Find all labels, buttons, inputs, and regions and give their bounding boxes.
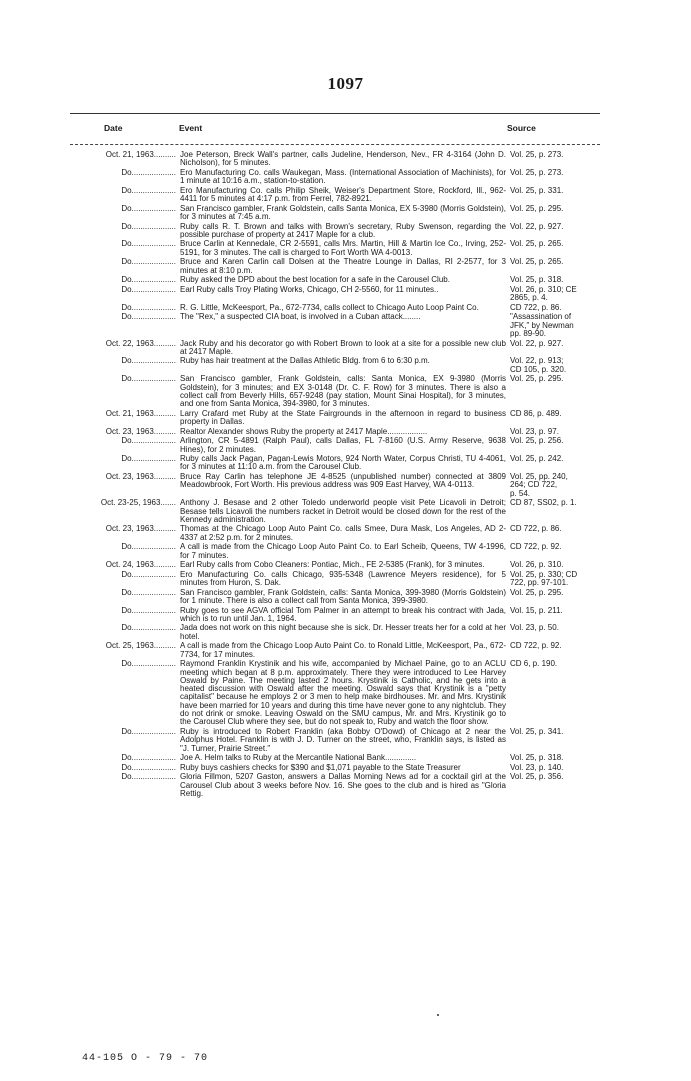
row-source: Vol. 25, p. 242.	[510, 454, 564, 464]
row-margin	[0, 169, 70, 186]
row-event: Anthony J. Besase and 2 other Toledo underworld people visit Pete Licavoli in Detroit; Besase tells Licavoli the numbers racket in Detroit would be closed down for the rest of the Kennedy administration.	[180, 498, 506, 524]
row-event: Arlington, CR 5-4891 (Ralph Paul), calls Dallas, FL 7-8160 (U.S. Army Reserve, 9638 Hines), for 2 minutes.	[180, 436, 506, 454]
row-margin	[0, 340, 70, 357]
row-margin	[0, 607, 70, 624]
row-margin	[0, 561, 70, 569]
row-margin	[0, 571, 70, 588]
row-event: Jack Ruby and his decorator go with Robert Brown to look at a site for a possible new club at 2417 Maple.	[180, 338, 506, 356]
row-margin	[0, 473, 70, 498]
footer-code: 44-105 O - 79 - 70	[82, 1053, 209, 1064]
row-margin	[0, 764, 70, 772]
row-source: Vol. 25, p. 318.	[510, 753, 564, 763]
page-number: 1097	[327, 74, 364, 93]
column-header-date: Date	[104, 123, 123, 133]
row-date: Oct. 24, 1963..........	[105, 561, 176, 570]
row-source: Vol. 25, p. 356.	[510, 772, 564, 782]
row-margin	[0, 642, 70, 659]
row-source: Vol. 25, p. 265.	[510, 239, 564, 249]
row-margin	[0, 240, 70, 257]
row-date: Do....................	[121, 276, 176, 285]
row-source: CD 722, p. 86.	[510, 302, 562, 312]
table-row	[0, 660, 691, 726]
row-margin	[0, 543, 70, 560]
header-top-rule	[70, 113, 600, 114]
row-date: Oct. 21, 1963..........	[105, 151, 176, 159]
table-row	[0, 764, 691, 772]
row-margin	[0, 313, 70, 338]
row-event: Larry Crafard met Ruby at the State Fairgrounds in the afternoon in regard to business property in Dallas.	[180, 408, 506, 427]
table-row	[0, 304, 691, 312]
table-row	[0, 473, 691, 498]
row-event: Earl Ruby calls Troy Plating Works, Chicago, CH 2-5560, for 11 minutes..	[180, 284, 439, 294]
row-source: Vol. 22, p. 927.	[510, 221, 564, 231]
table-row	[0, 642, 691, 659]
row-margin	[0, 773, 70, 798]
row-event: Ruby asked the DPD about the best location for a safe in the Carousel Club.	[180, 275, 450, 285]
header-bottom-rule	[70, 144, 600, 145]
row-margin	[0, 187, 70, 204]
row-margin	[0, 205, 70, 222]
row-source: Vol. 22, p. 927.	[510, 338, 564, 348]
table-row	[0, 428, 691, 436]
row-margin	[0, 410, 70, 427]
row-date: Do....................	[121, 773, 176, 782]
row-event: A call is made from the Chicago Loop Auto Paint Co. to Ronald Little, McKeesport, Pa., 672-7734, for 17 minutes.	[180, 641, 506, 659]
row-event: Ruby goes to see AGVA official Tom Palmer in an attempt to break his contract with Jada, which is to run until Jan. 1, 1964.	[180, 605, 506, 623]
row-margin	[0, 151, 70, 168]
row-source: Vol. 22, p. 913; CD 105, p. 320.	[510, 356, 567, 374]
row-date: Do....................	[121, 588, 176, 597]
row-event: Ero Manufacturing Co. calls Chicago, 935-5348 (Lawrence Meyers residence), for 5 minutes from Huron, S. Dak.	[180, 569, 506, 588]
row-date: Oct. 21, 1963..........	[105, 409, 176, 418]
table-row	[0, 276, 691, 284]
row-date: Do....................	[121, 313, 176, 322]
table-row	[0, 561, 691, 569]
column-header-event: Event	[179, 123, 203, 133]
row-source: CD 86, p. 489.	[510, 408, 562, 418]
row-margin	[0, 437, 70, 454]
table-row	[0, 525, 691, 542]
row-margin	[0, 276, 70, 284]
table-row	[0, 169, 691, 186]
row-margin	[0, 428, 70, 436]
table-row	[0, 223, 691, 240]
row-source: Vol. 25, p. 331.	[510, 185, 564, 195]
row-source: Vol. 26, p. 310.	[510, 560, 564, 570]
table-row	[0, 240, 691, 257]
table-row	[0, 543, 691, 560]
row-date: Do....................	[121, 204, 176, 213]
row-event: The "Rex," a suspected CIA boat, is involved in a Cuban attack........	[180, 312, 421, 322]
table-row	[0, 340, 691, 357]
row-margin	[0, 223, 70, 240]
table-row	[0, 607, 691, 624]
row-margin	[0, 728, 70, 753]
row-source: Vol. 15, p. 211.	[510, 605, 563, 615]
row-source: Vol. 25, pp. 240, 264; CD 722, p. 54.	[510, 472, 568, 498]
row-source: Vol. 26, p. 310; CE 2865, p. 4.	[510, 284, 577, 303]
table-row	[0, 455, 691, 472]
row-date: Do....................	[121, 660, 176, 669]
table-row	[0, 258, 691, 275]
chronology-table-body	[0, 151, 691, 799]
row-event: Ero Manufacturing Co. calls Philip Sheik, Weiser's Department Store, Rockford, Ill., 962-4411 for 5 minutes at 4:17 p.m. from Ferrel, 782-8921.	[180, 185, 506, 204]
row-source: Vol. 25, p. 341.	[510, 726, 564, 736]
row-date: Oct. 22, 1963..........	[105, 339, 176, 348]
row-event: Ruby has hair treatment at the Dallas Athletic Bldg. from 6 to 6:30 p.m.	[180, 356, 430, 366]
row-source: Vol. 25, p. 273.	[510, 167, 564, 177]
table-row	[0, 773, 691, 798]
row-date: Do....................	[121, 303, 176, 312]
table-row	[0, 571, 691, 588]
row-margin	[0, 624, 70, 641]
row-event: R. G. Little, McKeesport, Pa., 672-7734, calls collect to Chicago Auto Loop Paint Co.	[180, 302, 479, 312]
row-date: Do....................	[121, 240, 176, 249]
row-margin	[0, 589, 70, 606]
row-source: Vol. 23, p. 97.	[510, 426, 559, 436]
row-date: Do....................	[121, 168, 176, 177]
row-event: Ruby calls Jack Pagan, Pagan-Lewis Motors, 924 North Water, Corpus Christi, TU 4-4061, for 3 minutes at 11:10 a.m. from the Carousel Club.	[180, 454, 506, 472]
row-source: Vol. 25, p. 295.	[510, 374, 564, 384]
row-date: Oct. 25, 1963..........	[105, 642, 176, 651]
row-event: San Francisco gambler, Frank Goldstein, calls: Santa Monica, 399-3980 (Morris Goldstein) for 1 minute. There is also a collect call from Santa Monica, 399-3980.	[180, 587, 506, 605]
table-row	[0, 205, 691, 222]
row-date: Do....................	[121, 624, 176, 633]
row-event: Ero Manufacturing Co. calls Waukegan, Mass. (International Association of Machinists), for 1 minute at 10:16 a.m., station-to-station.	[180, 167, 506, 186]
row-source: Vol. 25, p. 265.	[510, 257, 564, 267]
row-source: Vol. 25, p. 330; CD 722, pp. 97-101.	[510, 569, 578, 588]
row-source: Vol. 23, p. 140.	[510, 762, 564, 772]
table-row	[0, 375, 691, 408]
row-date: Do....................	[121, 455, 176, 464]
row-source: CD 722, p. 86.	[510, 524, 562, 534]
row-margin	[0, 357, 70, 374]
row-margin	[0, 286, 70, 303]
table-row	[0, 754, 691, 762]
row-date: Do....................	[121, 727, 176, 736]
table-row	[0, 589, 691, 606]
row-margin	[0, 499, 70, 524]
row-event: Joe Peterson, Breck Wall's partner, calls Judeline, Henderson, Nev., FR 4-3164 (John D. Nicholson), for 5 minutes.	[180, 150, 506, 168]
table-row	[0, 286, 691, 303]
row-event: Thomas at the Chicago Loop Auto Paint Co. calls Smee, Dura Mask, Los Angeles, AD 2-4337 at 2:52 p.m. for 2 minutes.	[180, 524, 506, 542]
table-row	[0, 499, 691, 524]
row-margin	[0, 660, 70, 726]
row-date: Do....................	[121, 258, 176, 267]
row-event: Ruby is introduced to Robert Franklin (aka Bobby O'Dowd) of Chicago at 2 near the Adolphus Hotel. Franklin is with J. D. Turner on the street, who, Franklin says, is listed as "J. Turner, Prairie Street."	[180, 726, 506, 753]
row-event: Raymond Franklin Krystinik and his wife, accompanied by Michael Paine, go to an ACLU meeting which began at 8 p.m. approximately. There they were introduced to Lee Harvey Oswald by Paine. The meeting lasted 2 hours. Krystinik is Catholic, and he gets into a heated discussion with Oswald after the meeting. Oswald says that Krystinik is a "petty capitalist" because he employs 2 or 3 men to help make birdhouses. Mr. and Mrs. Krystinik have been married for 10 years and during this time have never gone to any nightclub. They do not drink or smoke. Leaving Oswald on the SMU campus, Mr. and Mrs. Krystinik go to the Carousel Club where they see, but do not speak to, Ruby and watch the floor show.	[180, 659, 506, 727]
row-event: Gloria Fillmon, 5207 Gaston, answers a Dallas Morning News ad for a cocktail girl at the Carousel Club about 3 weeks before Nov. 16. She goes to the club and is hired as "Gloria Rettig.	[180, 772, 506, 798]
row-date: Do....................	[121, 186, 176, 195]
row-source: CD 722, p. 92.	[510, 542, 562, 552]
row-date: Oct. 23-25, 1963.......	[100, 499, 176, 508]
table-row	[0, 357, 691, 374]
row-event: San Francisco gambler, Frank Goldstein, calls: Santa Monica, EX 9-3980 (Morris Goldstein), for 3 minutes; and EX 3-0148 (Dr. C. F. Row) for 3 minutes. There is also a collect call from Beverly Hills, 657-9248 (pay station, Mount Sinai Hospital), for 3 minutes, and one from Santa Monica, 394-3980, for 3 minutes.	[180, 374, 506, 409]
row-source: "Assassination of JFK," by Newman pp. 89-90.	[510, 312, 574, 338]
row-event: Earl Ruby calls from Cobo Cleaners: Pontiac, Mich., FE 2-5385 (Frank), for 3 minutes.	[180, 560, 485, 570]
row-source: CD 722, p. 92.	[510, 641, 562, 651]
row-date: Do....................	[121, 437, 176, 446]
row-event: Ruby buys cashiers checks for $390 and $1,071 payable to the State Treasurer	[180, 762, 461, 772]
row-event: A call is made from the Chicago Loop Auto Paint Co. to Earl Scheib, Queens, TW 4-1996, for 7 minutes.	[180, 542, 506, 560]
row-date: Do....................	[121, 543, 176, 552]
row-event: Ruby calls R. T. Brown and talks with Brown's secretary, Ruby Swenson, regarding the possible purchase of property at 2417 Maple for a club.	[180, 221, 506, 239]
row-date: Oct. 23, 1963..........	[105, 427, 176, 436]
row-date: Do....................	[121, 570, 176, 579]
row-date: Oct. 23, 1963..........	[105, 525, 176, 534]
row-margin	[0, 525, 70, 542]
row-margin	[0, 304, 70, 312]
row-date: Do....................	[121, 375, 176, 384]
row-event: San Francisco gambler, Frank Goldstein, calls Santa Monica, EX 5-3980 (Morris Goldstein), for 3 minutes at 7:45 a.m.	[180, 203, 506, 221]
row-event: Realtor Alexander shows Ruby the property at 2417 Maple..................	[180, 426, 428, 436]
table-row	[0, 624, 691, 641]
row-source: CD 87, SS02, p. 1.	[510, 498, 577, 508]
table-row	[0, 437, 691, 454]
row-source: Vol. 25, p. 256.	[510, 436, 564, 446]
row-source: Vol. 25, p. 273.	[510, 150, 564, 159]
row-date: Oct. 23, 1963..........	[105, 473, 176, 482]
row-margin	[0, 455, 70, 472]
row-date: Do....................	[121, 222, 176, 231]
row-date: Do....................	[121, 763, 176, 772]
row-event: Jada does not work on this night because she is sick. Dr. Hesser treats her for a cold at her hotel.	[180, 623, 506, 641]
table-row	[0, 728, 691, 753]
table-row	[0, 151, 691, 168]
column-header-source: Source	[507, 123, 536, 133]
row-source: Vol. 25, p. 295.	[510, 587, 564, 597]
row-date: Do....................	[121, 357, 176, 366]
row-event: Bruce Ray Carlin has telephone JE 4-8525 (unpublished number) connected at 3809 Meadowbrook, Fort Worth. His previous address was 909 East Harvey, WA 4-0113.	[180, 472, 506, 490]
row-event: Joe A. Helm talks to Ruby at the Mercantile National Bank..............	[180, 753, 417, 763]
row-margin	[0, 754, 70, 762]
row-event: Bruce and Karen Carlin call Dolsen at the Theatre Lounge in Dallas, RI 2-2577, for 3 minutes at 8:10 p.m.	[180, 257, 506, 275]
row-source: Vol. 25, p. 295.	[510, 203, 564, 213]
row-margin	[0, 375, 70, 408]
table-row	[0, 410, 691, 427]
row-source: CD 6, p. 190.	[510, 659, 558, 669]
speck-mark	[437, 1014, 439, 1016]
row-date: Do....................	[121, 606, 176, 615]
row-date: Do....................	[121, 754, 176, 763]
row-margin	[0, 258, 70, 275]
row-event: Bruce Carlin at Kennedale, CR 2-5591, calls Mrs. Martin, Hill & Martin Ice Co., Irving, 252-5191, for 3 minutes. The call is charged to Fort Worth WA 4-0013.	[180, 239, 506, 257]
row-source: Vol. 23, p. 50.	[510, 623, 559, 633]
row-source: Vol. 25, p. 318.	[510, 275, 564, 285]
table-row	[0, 187, 691, 204]
table-row	[0, 313, 691, 338]
row-date: Do....................	[121, 285, 176, 294]
